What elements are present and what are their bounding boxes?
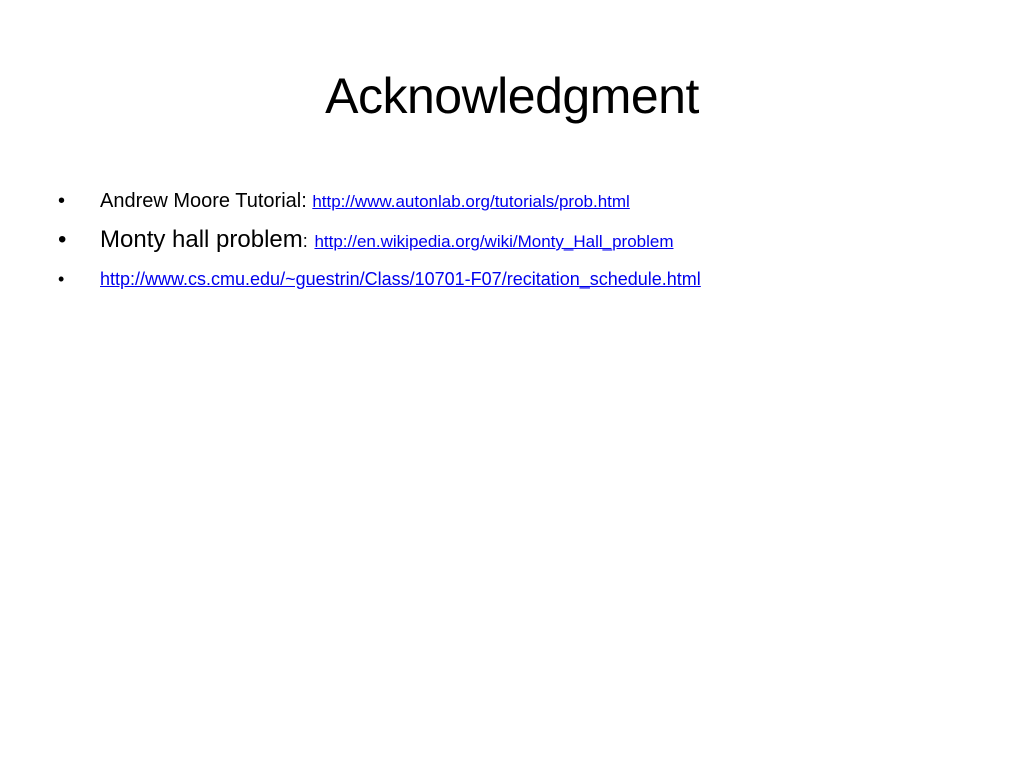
wikipedia-link[interactable]: http://en.wikipedia.org/wiki/Monty_Hall_problem [314,232,674,251]
list-item [58,221,998,261]
tutorial-link[interactable]: http://www.autonlab.org/tutorials/prob.html [312,192,630,211]
list-item [58,261,998,297]
slide-title: Acknowledgment [325,68,699,124]
item-separator: : [302,231,308,251]
recitation-schedule-link[interactable]: http://www.cs.cmu.edu/~guestrin/Class/10701-F07/recitation_schedule.html [100,269,701,289]
list-item [58,182,998,221]
bullet-icon: • [58,269,65,289]
bullet-icon: • [58,226,67,253]
item-label: Monty hall problem [100,226,303,253]
item-label: Andrew Moore Tutorial: [100,190,307,212]
bullet-list [58,182,998,297]
bullet-icon: • [58,190,66,212]
